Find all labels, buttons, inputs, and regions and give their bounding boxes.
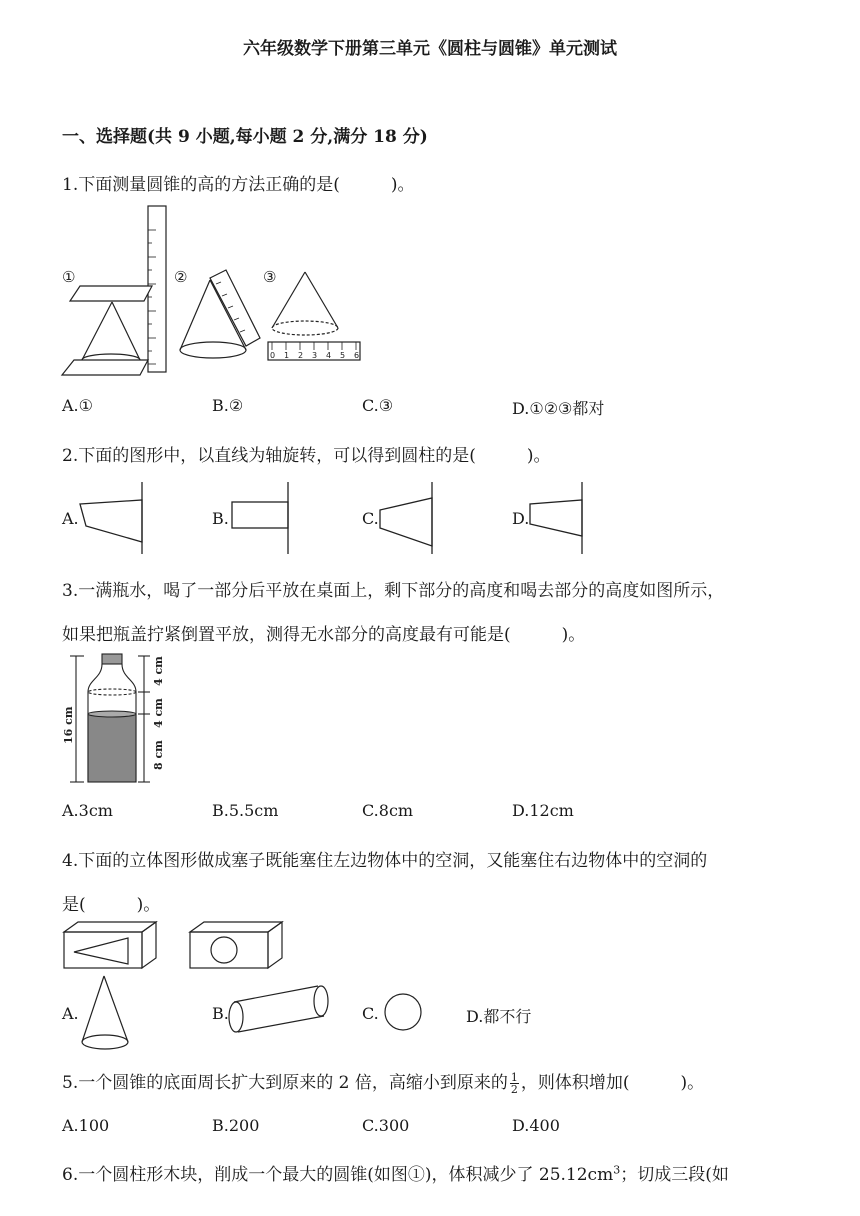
page-title: 六年级数学下册第三单元《圆柱与圆锥》单元测试 [243,39,617,59]
ruler-tick: 1 [284,351,290,360]
q5-text-b: ，则体积增加( )。 [520,1073,705,1093]
q4-option-b[interactable]: B. [212,1004,229,1023]
q5-frac-num: 1 [510,1071,518,1084]
question-6-text [62,1160,729,1185]
q5-option-c[interactable]: C.300 [362,1116,410,1135]
q1-option-c[interactable]: C.③ [362,396,394,415]
q5-fraction [510,1072,519,1095]
ruler-tick: 4 [326,351,332,360]
q5-frac-den: 2 [510,1083,518,1096]
fig-label-1: ① [62,268,76,286]
ruler-tick: 2 [298,351,304,360]
q2-option-b[interactable]: B. [212,509,229,528]
q3-option-c[interactable]: C.8cm [362,801,414,820]
q2-option-a[interactable]: A. [62,509,79,528]
q3-option-b[interactable]: B.5.5cm [212,801,279,820]
q5-option-d[interactable]: D.400 [512,1116,560,1135]
dim-4cm-mid: 4 cm [152,698,165,728]
section-heading: 一、选择题(共 9 小题,每小题 2 分,满分 18 分) [62,127,428,147]
question-3-line-1: 3.一满瓶水，喝了一部分后平放在桌面上，剩下部分的高度和喝去部分的高度如图所示， [62,581,725,601]
ruler-tick: 5 [340,351,346,360]
q1-option-b[interactable]: B.② [212,396,244,415]
q2-option-c[interactable]: C. [362,509,379,528]
question-1-text: 1.下面测量圆锥的高的方法正确的是( )。 [62,175,415,195]
q2-option-d[interactable]: D. [512,509,530,528]
question-1-figure [60,200,370,380]
q5-option-b[interactable]: B.200 [212,1116,260,1135]
q3-option-d[interactable]: D.12cm [512,801,574,820]
q5-text-a: 5.一个圆锥的底面周长扩大到原来的 2 倍，高缩小到原来的 [62,1073,508,1093]
bottle-figure [60,652,180,788]
dim-8cm: 8 cm [152,740,165,770]
q4-option-a[interactable]: A. [62,1004,79,1023]
q1-option-a[interactable]: A.① [62,396,93,415]
q5-option-a[interactable]: A.100 [62,1116,110,1135]
q1-option-d[interactable]: D.①②③都对 [512,399,605,418]
q6-sup: 3 [613,1163,621,1177]
q4-option-d[interactable]: D.都不行 [466,1007,532,1026]
question-3-line-2: 如果把瓶盖拧紧倒置平放，测得无水部分的高度最有可能是( )。 [62,625,586,645]
q3-option-a[interactable]: A.3cm [62,801,113,820]
q4-option-c[interactable]: C. [362,1004,379,1023]
dim-16cm: 16 cm [62,706,75,744]
q6-text-a: 6.一个圆柱形木块，削成一个最大的圆锥(如图①)，体积减少了 25.12cm [62,1165,614,1185]
ruler-tick: 6 [354,351,360,360]
dim-4cm-top: 4 cm [152,656,165,686]
fig-label-3: ③ [263,268,277,286]
ruler-tick: 3 [312,351,318,360]
question-2-figures [60,480,600,556]
ruler-tick: 0 [270,351,276,360]
q6-text-b: ；切成三段(如 [620,1165,729,1185]
fig-label-2: ② [174,268,188,286]
question-5-text [62,1068,704,1095]
question-4-line-1: 4.下面的立体图形做成塞子既能塞住左边物体中的空洞，又能塞住右边物体中的空洞的 [62,851,708,871]
question-4-figures [60,920,440,1060]
question-4-line-2: 是( )。 [62,895,161,915]
question-2-text: 2.下面的图形中，以直线为轴旋转，可以得到圆柱的是( )。 [62,446,551,466]
